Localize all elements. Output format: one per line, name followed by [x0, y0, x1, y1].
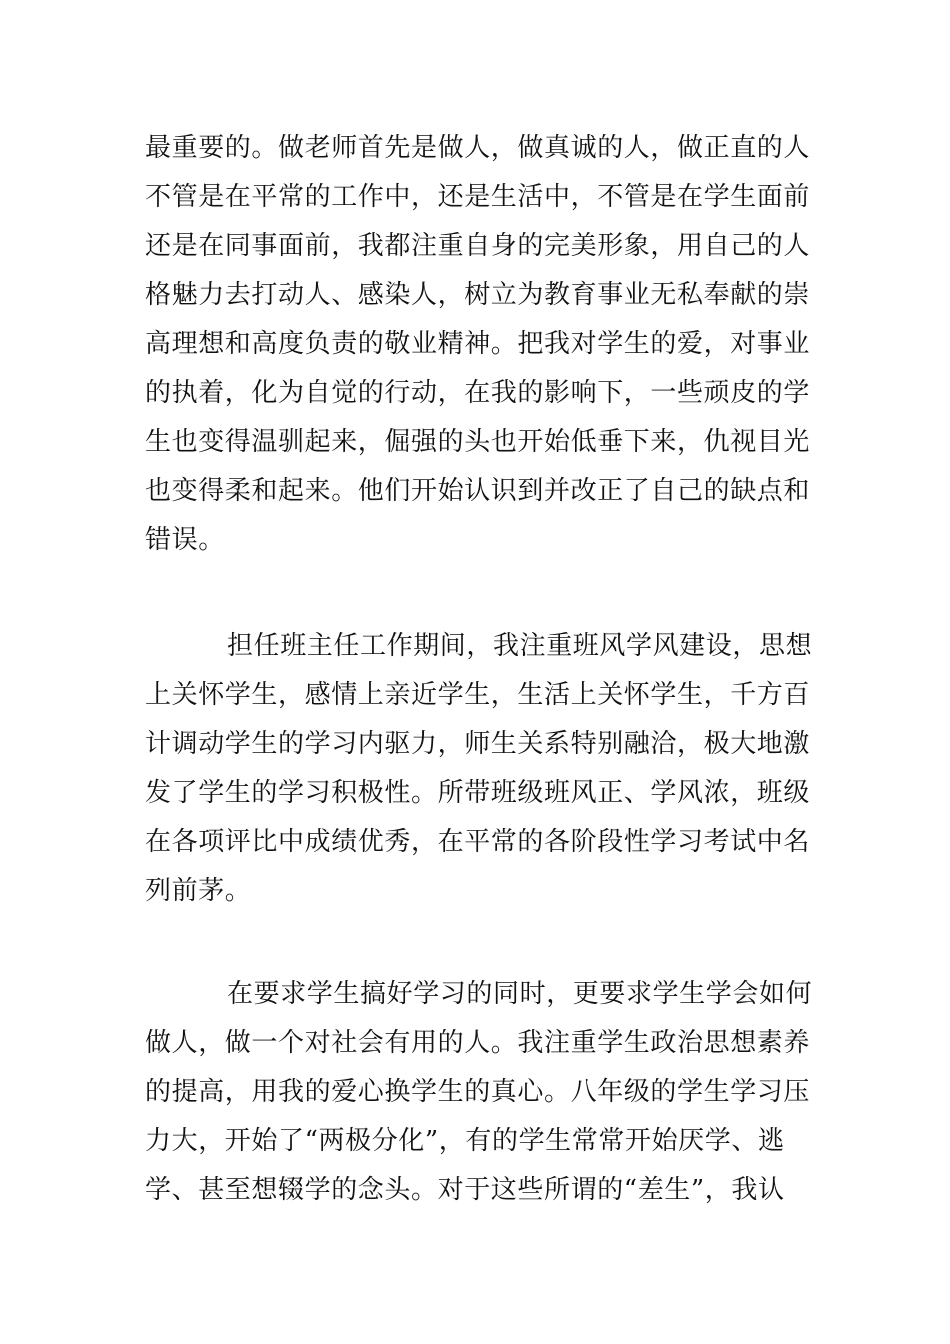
text-line: 计调动学生的学习内驱力，师生关系特别融洽，极大地激	[145, 729, 811, 759]
text-line: 错误。	[145, 525, 225, 555]
text-line: 发了学生的学习积极性。所带班级班风正、学风浓，班级	[145, 778, 811, 808]
text-line: 上关怀学生，感情上亲近学生，生活上关怀学生，千方百	[145, 680, 811, 710]
text-line: 最重要的。做老师首先是做人，做真诚的人，做正直的人	[145, 133, 811, 163]
text-line: 生也变得温驯起来，倔强的头也开始低垂下来，仇视目光	[145, 427, 811, 457]
text-line: 也变得柔和起来。他们开始认识到并改正了自己的缺点和	[145, 476, 811, 506]
paragraph-1	[145, 124, 810, 565]
text-line: 在各项评比中成绩优秀，在平常的各阶段性学习考试中名	[145, 827, 811, 857]
text-line: 的执着，化为自觉的行动，在我的影响下，一些顽皮的学	[145, 378, 811, 408]
text-line: 列前茅。	[145, 876, 252, 906]
text-line: 的提高，用我的爱心换学生的真心。八年级的学生学习压	[145, 1077, 811, 1107]
text-line: 学、甚至想辍学的念头。对于这些所谓的“差生”，我认	[145, 1175, 785, 1205]
text-line: 高理想和高度负责的敬业精神。把我对学生的爱，对事业	[145, 329, 811, 359]
paragraph-3	[145, 970, 813, 1215]
text-line-indented: 担任班主任工作期间，我注重班风学风建设，思想	[227, 631, 813, 661]
text-line: 做人，做一个对社会有用的人。我注重学生政治思想素养	[145, 1028, 811, 1058]
paragraph-2	[145, 622, 813, 916]
text-line: 不管是在平常的工作中，还是生活中，不管是在学生面前	[145, 182, 811, 212]
text-line: 力大，开始了“两极分化”，有的学生常常开始厌学、逃	[145, 1126, 785, 1156]
text-line: 格魅力去打动人、感染人，树立为教育事业无私奉献的崇	[145, 280, 811, 310]
text-line: 还是在同事面前，我都注重自身的完美形象，用自己的人	[145, 231, 811, 261]
text-line-indented: 在要求学生搞好学习的同时，更要求学生学会如何	[227, 979, 813, 1009]
